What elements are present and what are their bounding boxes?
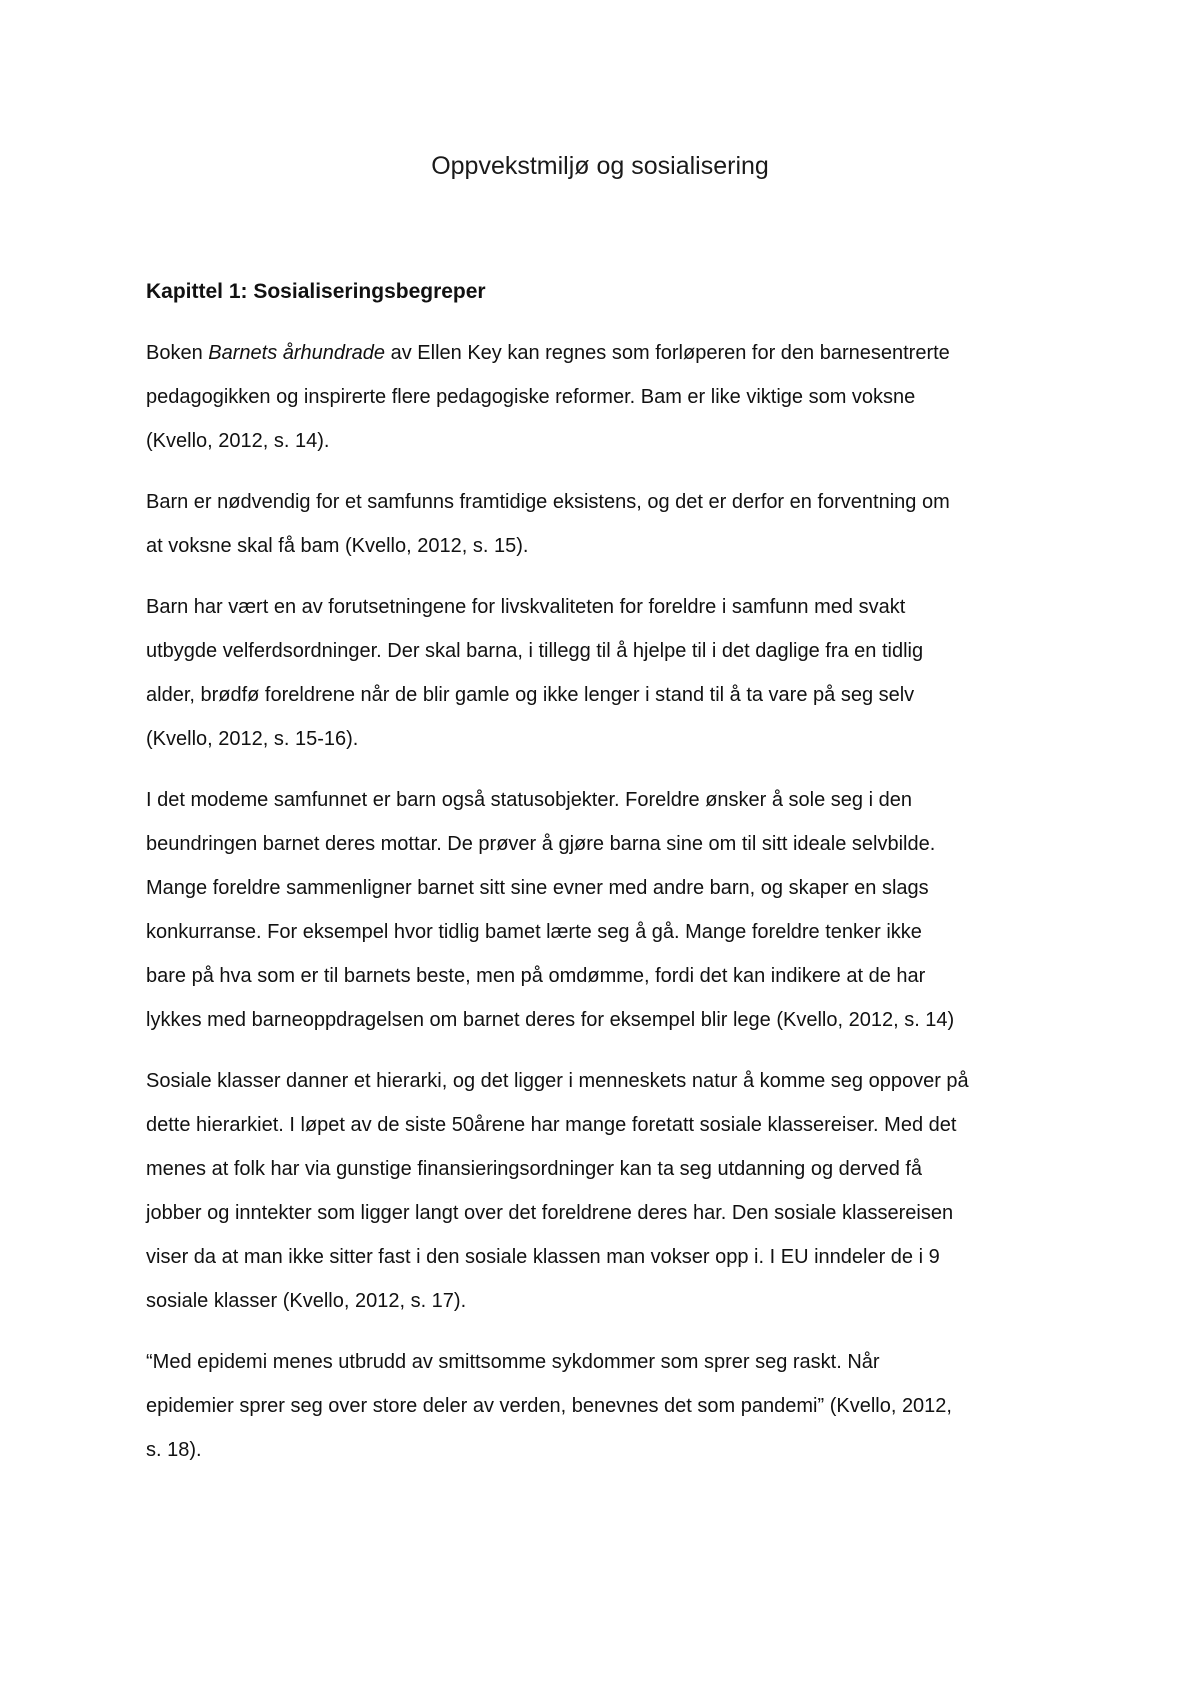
paragraph-line: “Med epidemi menes utbrudd av smittsomme sykdommer som sprer seg raskt. Når xyxy=(146,1351,880,1373)
paragraph-line: Barn har vært en av forutsetningene for livskvaliteten for foreldre i samfunn med svakt xyxy=(146,596,906,618)
paragraph-line: sosiale klasser (Kvello, 2012, s. 17). xyxy=(146,1290,467,1312)
paragraph-line: s. 18). xyxy=(146,1439,202,1461)
paragraph-1 xyxy=(146,331,1071,463)
paragraph-line: alder, brødfø foreldrene når de blir gamle og ikke lenger i stand til å ta vare på seg selv xyxy=(146,684,915,706)
text-span: av Ellen Key kan regnes som forløperen for den barnesentrerte xyxy=(385,342,950,364)
paragraph-line: konkurranse. For eksempel hvor tidlig bamet lærte seg å gå. Mange foreldre tenker ikke xyxy=(146,921,922,943)
book-title-italic: Barnets århundrade xyxy=(208,342,386,364)
paragraph-3 xyxy=(146,585,1071,761)
paragraph-5 xyxy=(146,1059,1071,1323)
document-title: Oppvekstmiljø og sosialisering xyxy=(431,152,769,180)
paragraph-line: beundringen barnet deres mottar. De prøver å gjøre barna sine om til sitt ideale selvbilde. xyxy=(146,833,936,855)
paragraph-line: (Kvello, 2012, s. 15-16). xyxy=(146,728,359,750)
paragraph-line: Mange foreldre sammenligner barnet sitt sine evner med andre barn, og skaper en slags xyxy=(146,877,929,899)
paragraph-6 xyxy=(146,1340,1071,1472)
paragraph-line: utbygde velferdsordninger. Der skal barna, i tillegg til å hjelpe til i det daglige fra en tidlig xyxy=(146,640,924,662)
chapter-heading: Kapittel 1: Sosialiseringsbegreper xyxy=(146,280,486,303)
paragraph-2 xyxy=(146,480,1071,568)
paragraph-line: I det modeme samfunnet er barn også statusobjekter. Foreldre ønsker å sole seg i den xyxy=(146,789,912,811)
paragraph-line: jobber og inntekter som ligger langt over det foreldrene deres har. Den sosiale klassereisen xyxy=(146,1202,954,1224)
paragraph-line: Barn er nødvendig for et samfunns framtidige eksistens, og det er derfor en forventning om xyxy=(146,491,950,513)
document-body xyxy=(146,277,1071,1489)
paragraph-line: epidemier sprer seg over store deler av verden, benevnes det som pandemi” (Kvello, 2012, xyxy=(146,1395,952,1417)
paragraph-line: dette hierarkiet. I løpet av de siste 50årene har mange foretatt sosiale klassereiser. Med det xyxy=(146,1114,957,1136)
paragraph-line: Sosiale klasser danner et hierarki, og det ligger i menneskets natur å komme seg oppover på xyxy=(146,1070,969,1092)
paragraph-line: (Kvello, 2012, s. 14). xyxy=(146,430,330,452)
paragraph-line: menes at folk har via gunstige finansieringsordninger kan ta seg utdanning og derved få xyxy=(146,1158,923,1180)
paragraph-line xyxy=(146,331,1071,375)
text-span: Boken xyxy=(146,342,209,364)
paragraph-line: lykkes med barneoppdragelsen om barnet deres for eksempel blir lege (Kvello, 2012, s. 14) xyxy=(146,1009,955,1031)
paragraph-line: at voksne skal få bam (Kvello, 2012, s. 15). xyxy=(146,535,529,557)
paragraph-4 xyxy=(146,778,1071,1042)
paragraph-line: pedagogikken og inspirerte flere pedagogiske reformer. Bam er like viktige som voksne xyxy=(146,386,916,408)
paragraph-line: bare på hva som er til barnets beste, men på omdømme, fordi det kan indikere at de har xyxy=(146,965,926,987)
paragraph-line: viser da at man ikke sitter fast i den sosiale klassen man vokser opp i. I EU inndeler de i 9 xyxy=(146,1246,940,1268)
